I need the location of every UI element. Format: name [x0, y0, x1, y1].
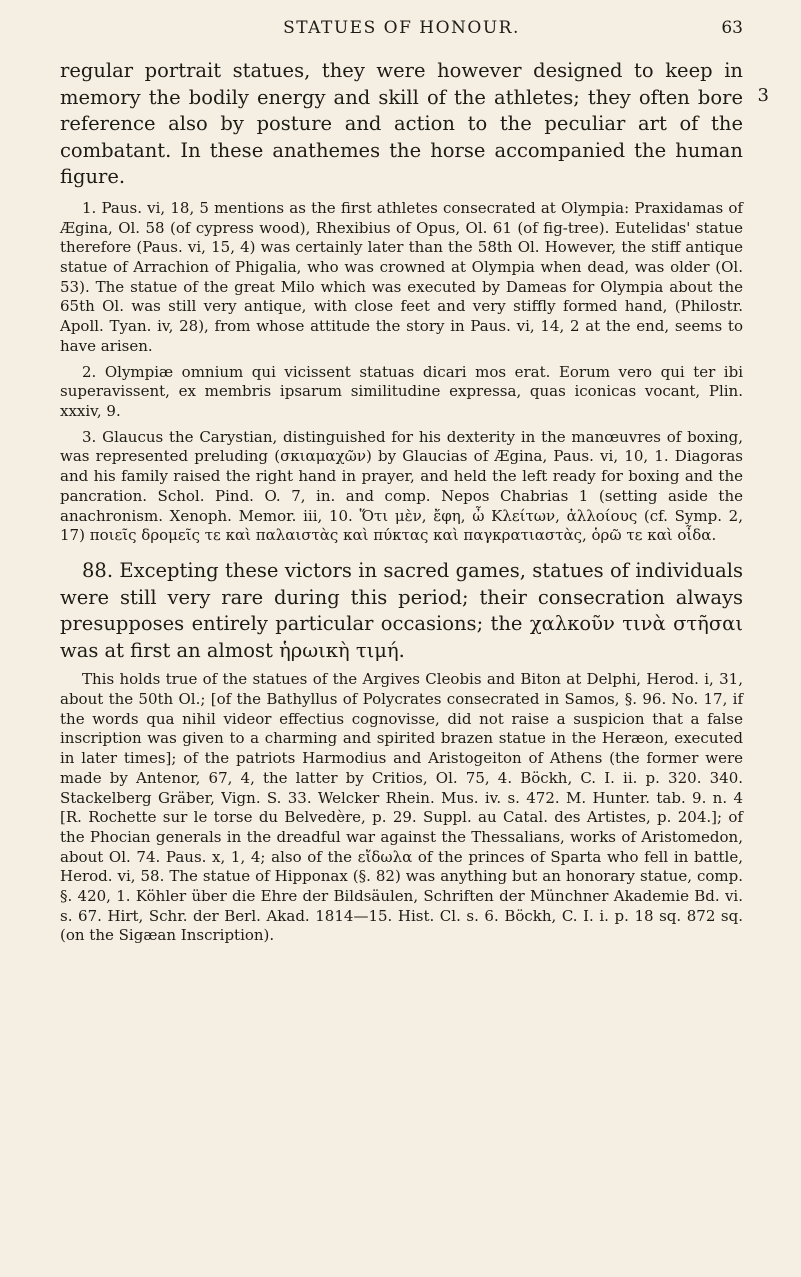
note-2: 2. Olympiæ omnium qui vicissent statuas dicari mos erat. Eorum vero qui ter ibi superavissent, ex membris ipsarum similitudine expressa, quas iconicas vocant, Plin. xxxiv, 9.	[60, 362, 743, 420]
page-header	[60, 14, 743, 44]
intro-paragraph: regular portrait statues, they were however designed to keep in memory the bodily energy and skill of the athletes; they often bore reference also by posture and action to the peculiar art of the combatant. In these anathemes the horse accompanied the human figure.	[60, 59, 743, 189]
note-3: 3. Glaucus the Carystian, distinguished for his dexterity in the manœuvres of boxing, was represented preluding (σκιαμαχῶν) by Glaucias of Ægina, Paus. vi, 10, 1. Diagoras and his family raised the right hand in prayer, and held the left ready for boxing and the pancration. Schol. Pind. O. 7, in. and comp. Nepos Chabrias 1 (setting aside the anachronism. Xenoph. Memor. iii, 10. Ὅτι μὲν, ἔφη, ὦ Κλείτων, ἀλλοίους (cf. Symp. 2, 17) ποιεῖς δρομεῖς τε καὶ παλαιστὰς καὶ πύκτας καὶ παγκρατιαστὰς, ὁρῶ τε καὶ οἶδα.	[60, 427, 743, 545]
running-title: STATUES OF HONOUR.	[283, 18, 520, 38]
page-body	[60, 58, 769, 946]
margin-note-number: 3	[757, 85, 769, 106]
note-1: 1. Paus. vi, 18, 5 mentions as the first athletes consecrated at Olympia: Praxidamas of Ægina, Ol. 58 (of cypress wood), Rhexibius of Opus, Ol. 61 (of fig-tree). Eutelidas' statue therefore (Paus. vi, 15, 4) was certainly later than the 58th Ol. However, the stiff antique statue of Arrachion of Phigalia, who was crowned at Olympia when dead, was older (Ol. 53). The statue of the great Milo which was executed by Dameas for Olympia about the 65th Ol. was still very antique, with close feet and very stiffly formed hand, (Philostr. Apoll. Tyan. iv, 28), from whose attitude the story in Paus. vi, 14, 2 at the end, seems to have arisen.	[60, 198, 743, 355]
intro-block	[60, 58, 769, 191]
page-number: 63	[721, 18, 743, 38]
section-88: 88. Excepting these victors in sacred games, statues of individuals were still very rare during this period; their consecration always presupposes entirely particular occasions; the χαλκοῦν τινὰ στῆσαι was at first an almost ἡρωικὴ τιμή.	[60, 558, 743, 662]
section-88-footnote: This holds true of the statues of the Argives Cleobis and Biton at Delphi, Herod. i, 31, about the 50th Ol.; [of the Bathyllus of Polycrates consecrated in Samos, §. 96. No. 17, if the words qua nihil videor effectius cognovisse, did not raise a suspicion that a false inscription was given to a charming and spirited brazen statue in the Heræon, executed in later times]; of the patriots Harmodius and Aristogeiton of Athens (the former were made by Antenor, 67, 4, the latter by Critios, Ol. 75, 4. Böckh, C. I. ii. p. 320. 340. Stackelberg Gräber, Vign. S. 33. Welcker Rhein. Mus. iv. s. 472. M. Hunter. tab. 9. n. 4 [R. Rochette sur le torse du Belvedère, p. 29. Suppl. au Catal. des Artistes, p. 204.]; of the Phocian generals in the dreadful war against the Thessalians, works of Aristomedon, about Ol. 74. Paus. x, 1, 4; also of the εἴδωλα of the princes of Sparta who fell in battle, Herod. vi, 58. The statue of Hipponax (§. 82) was anything but an honorary statue, comp. §. 420, 1. Köhler über die Ehre der Bildsäulen, Schriften der Münchner Akademie Bd. vi. s. 67. Hirt, Schr. der Berl. Akad. 1814—15. Hist. Cl. s. 6. Böckh, C. I. i. p. 18 sq. 872 sq. (on the Sigæan Inscription).	[60, 670, 743, 945]
